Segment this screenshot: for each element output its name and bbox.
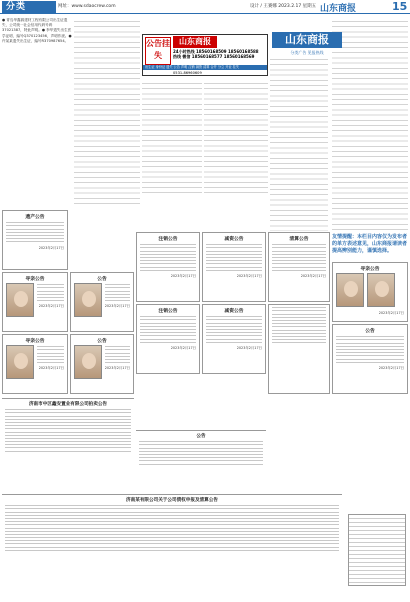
notice-box [268, 304, 330, 394]
advert-services: 出生证 身份证 遗失 公告 声明 注销 减资 清算 合并 分立 开业 挂失 [143, 65, 267, 70]
notice-title: 寻亲公告 [25, 277, 45, 282]
notice-title: 注销公告 [158, 237, 178, 242]
notice-box [202, 304, 266, 374]
column-4-text [204, 80, 268, 195]
notice-box [70, 272, 134, 332]
advert-seal: 公告挂失 [145, 37, 171, 65]
notice-box [202, 232, 266, 302]
advert-name: 山东商报 [173, 36, 217, 48]
brand-subtitle: 分类广告 见报热线 [290, 50, 324, 55]
advert-phone-2[interactable]: 热线 微信 18560168577 18560168569 [173, 54, 255, 59]
child-photo [336, 273, 364, 307]
notice-title: 减资公告 [224, 237, 244, 242]
issue-meta: 设计 / 王赛娜 2023.2.17 星期五 [250, 4, 317, 9]
notice-box [332, 262, 408, 322]
notice-date: 2023年2月17日 [236, 345, 262, 350]
notice-title: 公告 [365, 329, 375, 334]
notice-box [332, 324, 408, 394]
notice-date: 2023年2月17日 [236, 273, 262, 278]
child-photo [367, 273, 395, 307]
page-header [0, 0, 410, 14]
notice-box [2, 272, 68, 332]
notice-title: 公告 [97, 277, 107, 282]
notice-title: 清算公告 [289, 237, 309, 242]
notice-date: 2023年2月17日 [38, 245, 64, 250]
notice-box [268, 232, 330, 302]
column-6-text [332, 18, 408, 232]
notice-box [2, 334, 68, 394]
notice-date: 2023年2月17日 [104, 366, 130, 371]
column-1-text: ● 青岛华鑫源建材工程有限公司出生证遗失，公司统一社会信用代码号码37021387，特此声明。● 李华遗失出生医学证明，编号Q370123456，声明作废。● 许某某遗失出生证，编号R370987654。 [2, 18, 72, 43]
notice-title: 遗产公告 [25, 215, 45, 220]
notice-box [136, 304, 200, 374]
page-number: 15 [392, 0, 408, 13]
notice-title: 公告 [97, 339, 107, 344]
notice-date: 2023年2月17日 [378, 365, 404, 370]
wide-notice [136, 430, 266, 490]
website-url[interactable]: 网址：www.sdaocrew.com [58, 4, 116, 9]
notice-date: 2023年2月17日 [38, 304, 64, 309]
wide-notice [2, 398, 134, 490]
notice-box [2, 210, 68, 270]
column-5-text [270, 56, 328, 231]
section-badge: 分类 [2, 1, 56, 13]
data-table [348, 514, 406, 586]
advert-hotline[interactable]: 0531-86960609 [173, 71, 202, 75]
advert-phone-1[interactable]: 24小时热线 18560168509 18560168588 [173, 49, 259, 54]
child-photo [74, 345, 102, 379]
notice-title: 注销公告 [158, 309, 178, 314]
notice-date: 2023年2月17日 [104, 304, 130, 309]
advert-block [142, 34, 268, 76]
wide-notice [2, 494, 342, 598]
notice-title: 寻亲公告 [25, 339, 45, 344]
wide-notice-title: 公告 [196, 434, 206, 439]
notice-date: 2023年2月17日 [378, 311, 404, 315]
notice-box [70, 334, 134, 394]
column-2-text [74, 18, 140, 208]
notice-title: 寻亲公告 [360, 267, 380, 272]
notice-date: 2023年2月17日 [170, 273, 196, 278]
notice-date: 2023年2月17日 [300, 273, 326, 278]
reminder-notice: 友情提醒：本栏目内容仅为发布者的单方表述意见，山东商报请读者提高辨别能力，谨慎选择。 [332, 234, 408, 254]
wide-notice-title: 济南某有限公司关于公司债权申报及清算公告 [126, 498, 218, 503]
notice-box [136, 232, 200, 302]
notice-title: 减资公告 [224, 309, 244, 314]
child-photo [6, 283, 34, 317]
column-3-text [142, 80, 202, 195]
paper-title: 山东商报 [320, 4, 357, 14]
notice-date: 2023年2月17日 [38, 366, 64, 371]
brand-logo: 山东商报 [272, 32, 342, 48]
wide-notice-title: 济南市中区鑫安置业有限公司拍卖公告 [28, 402, 108, 407]
advert-phones [173, 49, 259, 59]
child-photo [74, 283, 102, 317]
notice-date: 2023年2月17日 [170, 345, 196, 350]
child-photo [6, 345, 34, 379]
